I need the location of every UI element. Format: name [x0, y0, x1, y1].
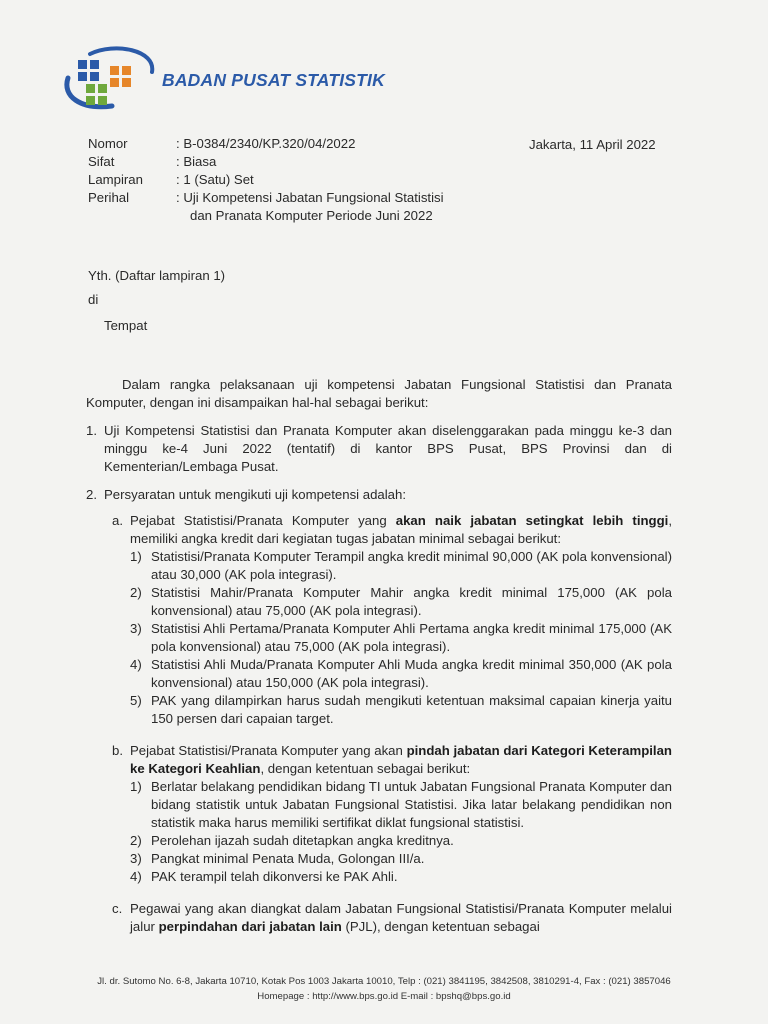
- meta-label: Perihal: [88, 190, 130, 205]
- bps-logo-icon: [60, 44, 160, 114]
- letter-date: Jakarta, 11 April 2022: [529, 137, 656, 152]
- intro-paragraph: Dalam rangka pelaksanaan uji kompetensi Jabatan Fungsional Statistisi dan Pranata Komputer, dengan ini disampaikan hal-hal sebagai berikut:: [86, 377, 672, 410]
- footer-contact: Homepage : http://www.bps.go.id E-mail : bpshq@bps.go.id: [257, 991, 511, 1002]
- requirements: [112, 512, 672, 936]
- meta-label: Nomor: [88, 136, 128, 151]
- list-item: 1) Berlatar belakang pendidikan bidang TI untuk Jabatan Fungsional Pranata Komputer dan bidang statistik untuk Jabatan Fungsional Statistisi. Jika latar belakang pendidikan non statistik maka harus memiliki sertifikat diklat fungsional statistisi.: [130, 779, 672, 830]
- meta-label: Sifat: [88, 154, 115, 169]
- meta-value: : B-0384/2340/KP.320/04/2022: [176, 136, 356, 151]
- recipient-di: di: [88, 292, 99, 307]
- meta-value: : Biasa: [176, 154, 217, 169]
- meta-row-perihal: [88, 189, 490, 207]
- recipient-place: Tempat: [104, 318, 148, 333]
- letter-body: [86, 376, 672, 936]
- meta-value: dan Pranata Komputer Periode Juni 2022: [190, 208, 433, 223]
- emphasis: perpindahan dari jabatan lain: [158, 919, 342, 934]
- meta-label: Lampiran: [88, 172, 143, 187]
- requirement-b: [112, 742, 672, 886]
- list-item: [86, 486, 672, 504]
- meta-row-lampiran: [88, 171, 490, 189]
- requirement-c: [112, 900, 672, 936]
- list-item-text: Persyaratan untuk mengikuti uji kompetensi adalah:: [104, 487, 407, 502]
- list-marker: c.: [112, 901, 123, 916]
- sub-list: [130, 778, 672, 886]
- meta-row-sifat: [88, 153, 490, 171]
- meta-row-nomor: [88, 135, 490, 153]
- letter-footer: [0, 974, 768, 1004]
- requirement-text: Pejabat Statistisi/Pranata Komputer yang akan naik jabatan setingkat lebih tinggi, memiliki angka kredit dari kegiatan tugas jabatan minimal sebagai berikut:: [130, 513, 672, 546]
- org-name: BADAN PUSAT STATISTIK: [162, 70, 385, 90]
- list-item: [86, 422, 672, 476]
- list-item: 3) Pangkat minimal Penata Muda, Golongan III/a.: [130, 851, 425, 866]
- requirement-a: [112, 512, 672, 728]
- meta-row-perihal-cont: [88, 207, 490, 225]
- list-item: 2) Statistisi Mahir/Pranata Komputer Mahir angka kredit minimal 175,000 (AK pola konvensional) atau 75,000 (AK pola integrasi).: [130, 585, 672, 618]
- list-item: 2) Perolehan ijazah sudah ditetapkan angka kreditnya.: [130, 833, 454, 848]
- letter-meta: [88, 135, 490, 225]
- list-item: 3) Statistisi Ahli Pertama/Pranata Komputer Ahli Pertama angka kredit minimal 175,000 (AK pola konvensional) atau 75,000 (AK pola integrasi).: [130, 621, 672, 654]
- meta-value: : Uji Kompetensi Jabatan Fungsional Statistisi: [176, 190, 444, 205]
- requirement-text: Pejabat Statistisi/Pranata Komputer yang akan pindah jabatan dari Kategori Keterampilan ke Kategori Keahlian, dengan ketentuan sebagai berikut:: [130, 743, 672, 776]
- list-item: 4) Statistisi Ahli Muda/Pranata Komputer Ahli Muda angka kredit minimal 350,000 (AK pola konvensional) atau 150,000 (AK pola integrasi).: [130, 657, 672, 690]
- list-item: 1) Statistisi/Pranata Komputer Terampil angka kredit minimal 90,000 (AK pola konvensional) atau 30,000 (AK pola integrasi).: [130, 549, 672, 582]
- emphasis: pindah jabatan dari Kategori Keterampilan ke Kategori Keahlian: [130, 743, 672, 776]
- list-item: 5) PAK yang dilampirkan harus sudah mengikuti ketentuan maksimal capaian kinerja yaitu 150 persen dari capaian target.: [130, 693, 672, 726]
- footer-address: Jl. dr. Sutomo No. 6-8, Jakarta 10710, Kotak Pos 1003 Jakarta 10010, Telp : (021) 3841195, 3842508, 3810291-4, Fax : (021) 3857046: [97, 976, 671, 987]
- sub-list: [130, 548, 672, 728]
- requirement-text: Pegawai yang akan diangkat dalam Jabatan Fungsional Statistisi/Pranata Komputer melalui jalur perpindahan dari jabatan lain (PJL), dengan ketentuan sebagai: [130, 901, 672, 934]
- list-marker: a.: [112, 513, 123, 528]
- list-item-text: Uji Kompetensi Statistisi dan Pranata Komputer akan diselenggarakan pada minggu ke-3 dan minggu ke-4 Juni 2022 (tentatif) di kantor BPS Pusat, BPS Provinsi dan di Kementerian/Lembaga Pusat.: [104, 423, 672, 474]
- list-item: 4) PAK terampil telah dikonversi ke PAK Ahli.: [130, 869, 398, 884]
- list-marker: b.: [112, 743, 123, 758]
- list-marker: 1.: [86, 423, 97, 438]
- meta-value: : 1 (Satu) Set: [176, 172, 254, 187]
- emphasis: akan naik jabatan setingkat lebih tinggi: [395, 513, 669, 528]
- recipient: Yth. (Daftar lampiran 1): [88, 268, 226, 283]
- list-marker: 2.: [86, 487, 97, 502]
